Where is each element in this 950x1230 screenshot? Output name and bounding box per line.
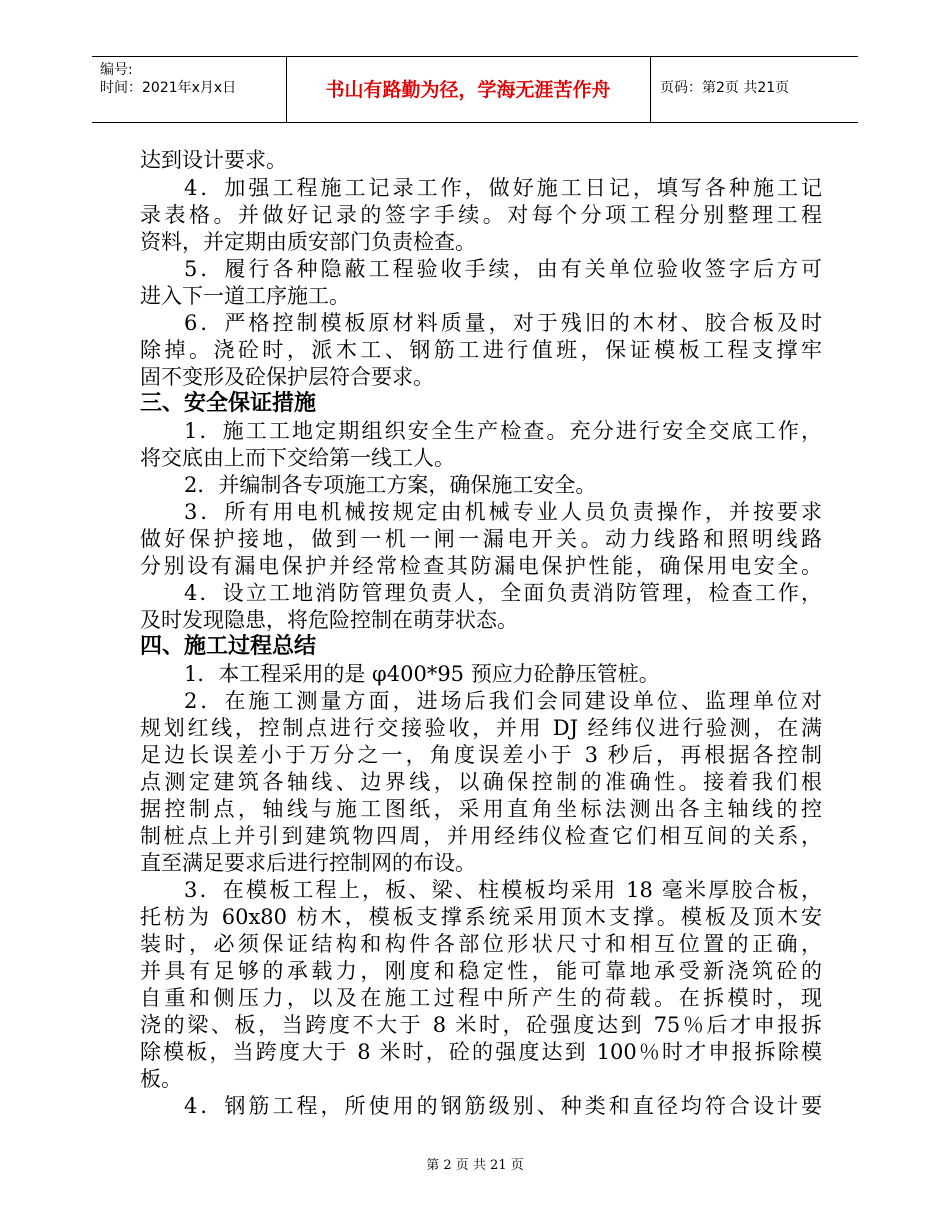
body-line: 自重和侧压力，以及在施工过程中所产生的荷载。在拆模时，现 — [140, 986, 822, 1010]
section-heading-safety: 三、安全保证措施 — [140, 391, 317, 416]
body-line: 托枋为 60x80 枋木，模板支撑系统采用顶木支撑。模板及顶木安 — [140, 905, 822, 929]
page-footer: 第 2 页 共 21 页 — [426, 1158, 524, 1173]
body-line: 达到设计要求。 — [140, 148, 287, 172]
body-line: 除掉。浇砼时，派木工、钢筋工进行值班，保证模板工程支撑牢 — [140, 338, 822, 362]
body-line: 直至满足要求后进行控制网的布设。 — [140, 851, 476, 875]
body-line: 将交底由上而下交给第一线工人。 — [140, 446, 455, 470]
header-bottom-rule — [92, 122, 858, 123]
body-line: 2．在施工测量方面，进场后我们会同建设单位、监理单位对 — [184, 689, 822, 713]
body-line: 2．并编制各专项施工方案，确保施工安全。 — [184, 473, 597, 497]
document-id-label: 编号: — [100, 62, 133, 78]
body-line: 5．履行各种隐蔽工程验收手续，由有关单位验收签字后方可 — [184, 257, 822, 281]
body-line: 4．设立工地消防管理负责人，全面负责消防管理，检查工作， — [184, 581, 822, 605]
header-motto: 书山有路勤为径，学海无涯苦作舟 — [325, 79, 611, 101]
body-line: 6．严格控制模板原材料质量，对于残旧的木材、胶合板及时 — [184, 311, 822, 335]
body-line: 除模板，当跨度大于 8 米时，砼的强度达到 100％时才申报拆除模 — [140, 1040, 822, 1064]
body-line: 制桩点上并引到建筑物四周，并用经纬仪检查它们相互间的关系， — [140, 824, 822, 848]
body-line: 做好保护接地，做到一机一闸一漏电开关。动力线路和照明线路 — [140, 527, 822, 551]
section-heading-summary: 四、施工过程总结 — [140, 634, 317, 659]
body-line: 装时，必须保证结构和构件各部位形状尺寸和相互位置的正确， — [140, 932, 822, 956]
body-line: 4．钢筋工程，所使用的钢筋级别、种类和直径均符合设计要 — [184, 1094, 822, 1118]
body-line: 1．施工工地定期组织安全生产检查。充分进行安全交底工作， — [184, 419, 822, 443]
body-line: 分别设有漏电保护并经常检查其防漏电保护性能，确保用电安全。 — [140, 554, 822, 578]
body-line: 足边长误差小于万分之一，角度误差小于 3 秒后，再根据各控制 — [140, 743, 822, 767]
body-line: 板。 — [140, 1067, 182, 1091]
body-line: 3．在模板工程上，板、梁、柱模板均采用 18 毫米厚胶合板， — [184, 878, 822, 902]
body-line: 4．加强工程施工记录工作，做好施工日记，填写各种施工记 — [184, 176, 822, 200]
body-line: 规划红线，控制点进行交接验收，并用 DJ 经纬仪进行验测，在满 — [140, 716, 822, 740]
body-line: 录表格。并做好记录的签字手续。对每个分项工程分别整理工程 — [140, 203, 822, 227]
body-line: 据控制点，轴线与施工图纸，采用直角坐标法测出各主轴线的控 — [140, 797, 822, 821]
body-line: 1．本工程采用的是 φ400*95 预应力砼静压管桩。 — [184, 662, 660, 686]
body-line: 3．所有用电机械按规定由机械专业人员负责操作，并按要求 — [184, 500, 822, 524]
header-page-label: 页码：第2页 共21页 — [660, 80, 790, 96]
document-date-label: 时间：2021年x月x日 — [100, 80, 237, 96]
body-line: 点测定建筑各轴线、边界线，以确保控制的准确性。接着我们根 — [140, 770, 822, 794]
body-line: 资料，并定期由质安部门负责检查。 — [140, 230, 476, 254]
header-top-rule — [92, 56, 858, 57]
header-divider-right — [650, 56, 651, 122]
body-line: 固不变形及砼保护层符合要求。 — [140, 365, 434, 389]
body-line: 及时发现隐患，将危险控制在萌芽状态。 — [140, 608, 518, 632]
body-line: 进入下一道工序施工。 — [140, 284, 350, 308]
body-line: 浇的梁、板，当跨度不大于 8 米时，砼强度达到 75％后才申报拆 — [140, 1013, 822, 1037]
body-line: 并具有足够的承载力，刚度和稳定性，能可靠地承受新浇筑砼的 — [140, 959, 822, 983]
